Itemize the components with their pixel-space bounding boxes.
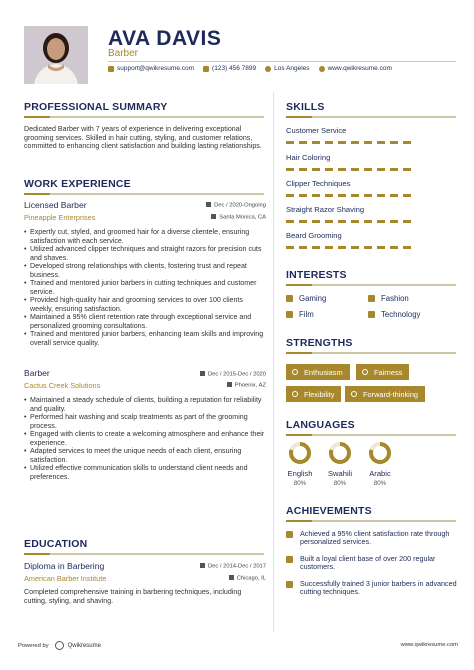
- skill-level-segment: [325, 168, 333, 171]
- list-item: • Provided high-quality hair and grooming services to over 100 clients weekly, ensuring satisfaction.: [24, 296, 266, 313]
- list-item: • Developed strong relationships with clients, fostering trust and repeat business.: [24, 262, 266, 279]
- header-divider: [108, 61, 456, 62]
- achievements-rule: [286, 520, 456, 522]
- job-location: [227, 382, 266, 389]
- skill-level-segment: [325, 141, 333, 144]
- skill-level-segment: [364, 168, 372, 171]
- location-pin-icon: [265, 66, 271, 72]
- skill-level-segment: [351, 194, 359, 197]
- skill-label: Hair Coloring: [286, 153, 331, 162]
- skill-level-segment: [377, 168, 385, 171]
- strength-badge: [345, 386, 425, 402]
- list-item: • Utilized advanced clipper techniques and straight razors for precision cuts and shaves.: [24, 245, 266, 262]
- skill-level-segment: [351, 220, 359, 223]
- circle-icon: [292, 391, 298, 397]
- interest-item: [368, 294, 409, 303]
- education-dates: [200, 563, 266, 570]
- skill-level-segment: [390, 246, 398, 249]
- list-item: • Performed hair washing and scalp treatments as part of the grooming process.: [24, 413, 266, 430]
- skill-level-segment: [325, 194, 333, 197]
- skill-level-segment: [390, 168, 398, 171]
- skill-label: Straight Razor Shaving: [286, 205, 365, 214]
- strength-label: Forward-thinking: [363, 389, 419, 399]
- skill-level-segment: [286, 141, 294, 144]
- language-name: Swahili: [327, 469, 353, 478]
- language-percent: 80%: [293, 480, 307, 487]
- skill-level-segment: [286, 168, 294, 171]
- circle-icon: [351, 391, 357, 397]
- footer-powered[interactable]: [18, 641, 101, 650]
- phone-icon: [203, 66, 209, 72]
- skill-level-segment: [390, 141, 398, 144]
- skill-level-segment: [299, 141, 307, 144]
- job-company: Cactus Creek Solutions: [24, 381, 101, 390]
- skill-level-segment: [299, 194, 307, 197]
- education-heading: EDUCATION: [24, 538, 88, 550]
- job-dates: [206, 202, 266, 209]
- skill-level-segment: [299, 246, 307, 249]
- skill-level-segment: [377, 220, 385, 223]
- job-location-text: Santa Monica, CA: [219, 214, 266, 221]
- skill-level-segment: [364, 220, 372, 223]
- skill-level-segment: [312, 194, 320, 197]
- skill-level-segment: [390, 194, 398, 197]
- achievement-text: Achieved a 95% client satisfaction rate through personalized services.: [300, 529, 450, 547]
- email-text: support@qwikresume.com: [117, 65, 195, 72]
- interest-item: [286, 294, 326, 303]
- calendar-icon: [206, 202, 211, 207]
- job-dates-text: Dec / 2020-Ongoing: [214, 202, 266, 209]
- location-pin-icon: [227, 382, 232, 387]
- technology-icon: [368, 311, 375, 318]
- phone-text: (123) 456 7899: [212, 65, 257, 72]
- skill-item: [286, 179, 456, 197]
- list-item: • Trained and mentored junior barbers, enhancing team skills and improving overall service quality.: [24, 330, 266, 347]
- education-location: [229, 575, 266, 582]
- skill-level-segment: [377, 141, 385, 144]
- candidate-name: AVA DAVIS: [108, 27, 222, 50]
- contact-website[interactable]: [319, 65, 392, 72]
- skill-level-segment: [338, 246, 346, 249]
- list-item: • Adapted services to meet the unique needs of each client, ensuring satisfaction.: [24, 447, 266, 464]
- skill-level-segment: [338, 168, 346, 171]
- circle-icon: [362, 369, 368, 375]
- language-item: [320, 441, 360, 487]
- languages-heading: LANGUAGES: [286, 419, 355, 431]
- skill-level-segment: [312, 246, 320, 249]
- achievement-text: Successfully trained 3 junior barbers in advanced cutting techniques.: [300, 579, 457, 597]
- language-name: Arabic: [369, 469, 391, 478]
- skill-level-segment: [403, 220, 411, 223]
- location-pin-icon: [229, 575, 234, 580]
- skill-level-segment: [364, 141, 372, 144]
- strength-label: Enthusiasm: [304, 367, 343, 377]
- candidate-role: Barber: [108, 48, 139, 59]
- skill-level-segment: [403, 141, 411, 144]
- skill-level-segment: [351, 246, 359, 249]
- interest-label: Fashion: [381, 294, 409, 303]
- achievement-item: [286, 530, 464, 547]
- column-divider: [273, 92, 274, 632]
- job-location-text: Phoenix, AZ: [234, 382, 266, 389]
- skill-label: Clipper Techniques: [286, 179, 351, 188]
- skill-level-segment: [286, 194, 294, 197]
- degree-title: Diploma in Barbering: [24, 561, 105, 571]
- skill-level-segment: [325, 220, 333, 223]
- gaming-icon: [286, 295, 293, 302]
- interest-label: Film: [299, 310, 314, 319]
- list-item: • Maintained a 95% client retention rate through exceptional service and personalized grooming consultations.: [24, 313, 266, 330]
- skill-level-segment: [377, 246, 385, 249]
- skill-level-bar: [286, 220, 456, 223]
- list-item: • Utilized effective communication skills to understand client needs and preferences.: [24, 464, 266, 481]
- powered-by-text: Powered by: [18, 642, 49, 649]
- summary-text: Dedicated Barber with 7 years of experience in delivering exceptional grooming services. Skilled in hair cutting, styling, and customer relations, committed to enhancing client satisfaction and building lasting relationships.: [24, 125, 262, 151]
- award-icon: [286, 556, 293, 563]
- experience-rule: [24, 193, 264, 195]
- skill-level-segment: [338, 141, 346, 144]
- list-item: • Engaged with clients to create a welcoming atmosphere and enhance their experience.: [24, 430, 266, 447]
- skill-level-bar: [286, 246, 456, 249]
- strength-badge: [286, 364, 350, 380]
- list-item: • Maintained a steady schedule of clients, building a reputation for reliability and quality.: [24, 396, 266, 413]
- education-text: Completed comprehensive training in barbering techniques, including cutting, styling, and shaving.: [24, 588, 242, 605]
- contact-row: [108, 65, 401, 72]
- footer-url[interactable]: www.qwikresume.com: [400, 642, 458, 648]
- job-company: Pineapple Enterprises: [24, 213, 96, 222]
- achievement-item: [286, 555, 464, 572]
- job-dates-text: Dec / 2015-Dec / 2020: [207, 371, 266, 378]
- language-percent: 80%: [333, 480, 347, 487]
- skill-level-bar: [286, 194, 456, 197]
- skill-level-segment: [299, 220, 307, 223]
- language-level-ring: [328, 441, 352, 465]
- strength-badge: [356, 364, 409, 380]
- film-icon: [286, 311, 293, 318]
- interest-item: [368, 310, 420, 319]
- language-level-ring: [288, 441, 312, 465]
- skill-item: [286, 205, 456, 223]
- skill-item: [286, 126, 456, 144]
- skill-level-segment: [312, 220, 320, 223]
- education-dates-text: Dec / 2014-Dec / 2017: [207, 563, 266, 570]
- skills-rule: [286, 116, 456, 118]
- summary-rule: [24, 116, 264, 118]
- strengths-heading: STRENGTHS: [286, 337, 353, 349]
- award-icon: [286, 581, 293, 588]
- calendar-icon: [200, 563, 205, 568]
- email-icon: [108, 66, 114, 72]
- job-title: Licensed Barber: [24, 200, 87, 210]
- skill-item: [286, 231, 456, 249]
- language-name: English: [287, 469, 313, 478]
- skill-level-bar: [286, 141, 456, 144]
- interest-label: Gaming: [299, 294, 327, 303]
- calendar-icon: [200, 371, 205, 376]
- language-item: [360, 441, 400, 487]
- achievements-heading: ACHIEVEMENTS: [286, 505, 372, 517]
- location-pin-icon: [211, 214, 216, 219]
- language-level-ring: [368, 441, 392, 465]
- interest-item: [286, 310, 314, 319]
- skill-level-segment: [325, 246, 333, 249]
- strength-label: Fairness: [374, 367, 403, 377]
- skill-level-segment: [364, 194, 372, 197]
- job-dates: [200, 371, 266, 378]
- brand-text: Qwikresume: [67, 642, 101, 649]
- contact-phone[interactable]: [203, 65, 256, 72]
- job-bullets: [24, 396, 266, 481]
- skill-item: [286, 153, 456, 171]
- skill-level-segment: [299, 168, 307, 171]
- list-item: • Expertly cut, styled, and groomed hair for a diverse clientele, ensuring satisfaction with each service.: [24, 228, 266, 245]
- languages-rule: [286, 434, 456, 436]
- skill-label: Beard Grooming: [286, 231, 342, 240]
- skill-level-segment: [338, 220, 346, 223]
- skill-level-bar: [286, 168, 456, 171]
- interest-label: Technology: [381, 310, 421, 319]
- skill-level-segment: [312, 141, 320, 144]
- list-item: • Trained and mentored junior barbers in cutting techniques and customer service.: [24, 279, 266, 296]
- skill-level-segment: [286, 246, 294, 249]
- job-title: Barber: [24, 368, 50, 378]
- interests-heading: INTERESTS: [286, 269, 347, 281]
- interests-rule: [286, 284, 456, 286]
- skill-level-segment: [286, 220, 294, 223]
- summary-heading: PROFESSIONAL SUMMARY: [24, 101, 168, 113]
- education-rule: [24, 553, 264, 555]
- globe-icon: [319, 66, 325, 72]
- contact-location: [265, 65, 309, 72]
- circle-icon: [292, 369, 298, 375]
- skill-level-segment: [338, 194, 346, 197]
- skill-level-segment: [390, 220, 398, 223]
- contact-email[interactable]: [108, 65, 194, 72]
- strengths-rule: [286, 352, 456, 354]
- education-location-text: Chicago, IL: [236, 575, 266, 582]
- skill-level-segment: [351, 141, 359, 144]
- skill-label: Customer Service: [286, 126, 347, 135]
- strength-badge: [286, 386, 341, 402]
- school-name: American Barber Institute: [24, 574, 107, 583]
- skill-level-segment: [377, 194, 385, 197]
- job-location: [211, 214, 266, 221]
- achievement-text: Built a loyal client base of over 200 regular customers.: [300, 554, 436, 572]
- achievement-item: [286, 580, 464, 597]
- fashion-icon: [368, 295, 375, 302]
- language-percent: 80%: [373, 480, 387, 487]
- skills-heading: SKILLS: [286, 101, 325, 113]
- job-bullets: [24, 228, 266, 347]
- qwikresume-logo-icon: [55, 641, 64, 650]
- profile-photo: [24, 26, 88, 84]
- award-icon: [286, 531, 293, 538]
- website-text: www.qwikresume.com: [327, 65, 392, 72]
- location-text: Los Angeles: [274, 65, 310, 72]
- experience-heading: WORK EXPERIENCE: [24, 178, 131, 190]
- skill-level-segment: [403, 246, 411, 249]
- skill-level-segment: [312, 168, 320, 171]
- skill-level-segment: [351, 168, 359, 171]
- skill-level-segment: [403, 168, 411, 171]
- language-item: [280, 441, 320, 487]
- strength-label: Flexibility: [304, 389, 335, 399]
- skill-level-segment: [403, 194, 411, 197]
- skill-level-segment: [364, 246, 372, 249]
